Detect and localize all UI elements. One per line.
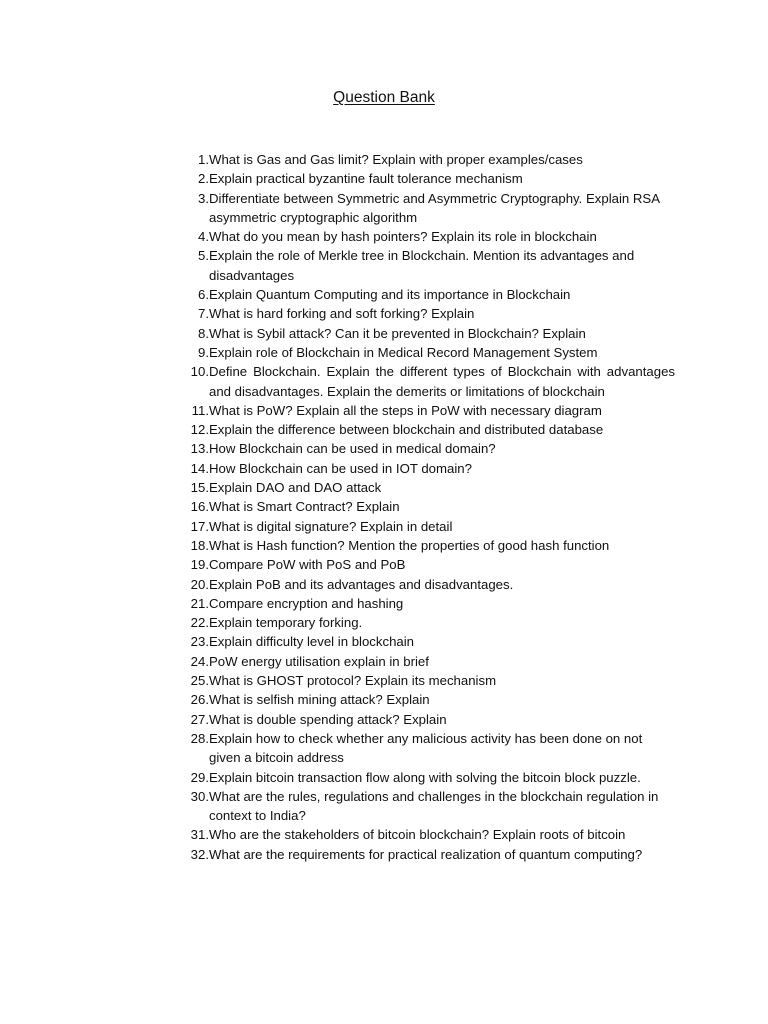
page-title (0, 88, 768, 108)
question-number: 9. (198, 344, 209, 360)
question-text: Explain the role of Merkle tree in Blockchain. Mention its advantages and disadvantages (209, 248, 635, 283)
question-text: PoW energy utilisation explain in brief (209, 653, 429, 669)
question-text: Compare PoW with PoS and PoB (209, 557, 406, 573)
question-item (168, 304, 675, 323)
question-item (168, 478, 675, 497)
question-text: What is Hash function? Mention the properties of good hash function (209, 537, 610, 553)
question-number: 31. (190, 827, 209, 843)
question-item (168, 845, 675, 864)
question-item (168, 690, 675, 709)
question-text: Explain difficulty level in blockchain (209, 634, 415, 650)
question-item (168, 613, 675, 632)
question-item (168, 497, 675, 516)
question-item (168, 324, 675, 343)
question-item (168, 401, 675, 420)
question-text: Explain bitcoin transaction flow along with solving the bitcoin block puzzle. (209, 769, 641, 785)
question-item (168, 575, 675, 594)
question-text: What is Smart Contract? Explain (209, 499, 400, 515)
question-number: 20. (190, 576, 209, 592)
question-text: Differentiate between Symmetric and Asymmetric Cryptography. Explain RSA asymmetric cryptographic algorithm (209, 190, 660, 225)
question-number: 19. (190, 557, 209, 573)
question-text: Explain the difference between blockchain and distributed database (209, 422, 604, 438)
question-text: Explain role of Blockchain in Medical Record Management System (209, 344, 598, 360)
question-number: 17. (190, 518, 209, 534)
question-item (168, 632, 675, 651)
question-item (168, 343, 675, 362)
question-item (168, 710, 675, 729)
question-text: What is PoW? Explain all the steps in PoW with necessary diagram (209, 402, 602, 418)
question-number: 15. (190, 480, 209, 496)
question-text: Explain PoB and its advantages and disadvantages. (209, 576, 514, 592)
question-number: 21. (190, 595, 209, 611)
question-text: What is digital signature? Explain in detail (209, 518, 453, 534)
question-text: What is selfish mining attack? Explain (209, 692, 430, 708)
question-number: 29. (190, 769, 209, 785)
question-text: What are the rules, regulations and challenges in the blockchain regulation in context to India? (209, 788, 659, 824)
question-number: 23. (190, 634, 209, 650)
question-text: What is hard forking and soft forking? Explain (209, 306, 475, 322)
question-number: 14. (190, 460, 209, 476)
question-item (168, 768, 675, 787)
question-item (168, 459, 675, 478)
question-text: What is Gas and Gas limit? Explain with proper examples/cases (209, 152, 583, 167)
question-text: Who are the stakeholders of bitcoin blockchain? Explain roots of bitcoin (209, 827, 626, 843)
question-text: Explain DAO and DAO attack (209, 480, 382, 496)
question-number: 13. (190, 441, 209, 457)
question-number: 3. (198, 190, 209, 206)
question-number: 6. (198, 287, 209, 303)
question-text: Compare encryption and hashing (209, 595, 404, 611)
page-title-text: Question Bank (333, 89, 435, 106)
question-item (168, 420, 675, 439)
question-number: 24. (190, 653, 209, 669)
question-item (168, 652, 675, 671)
question-item (168, 555, 675, 574)
question-item (168, 189, 675, 228)
question-item (168, 285, 675, 304)
question-text: What is GHOST protocol? Explain its mechanism (209, 673, 497, 689)
question-number: 18. (190, 537, 209, 553)
question-number: 11. (191, 402, 209, 418)
question-number: 1. (198, 152, 209, 167)
question-item (168, 362, 675, 401)
question-number: 25. (190, 673, 209, 689)
question-text: Explain practical byzantine fault tolerance mechanism (209, 171, 523, 187)
question-text: How Blockchain can be used in medical domain? (209, 441, 496, 457)
question-number: 22. (190, 615, 209, 631)
question-text: What is double spending attack? Explain (209, 711, 447, 727)
question-text: Explain Quantum Computing and its importance in Blockchain (209, 287, 571, 303)
question-text: Explain temporary forking. (209, 615, 363, 631)
question-number: 7. (198, 306, 209, 322)
question-number: 28. (190, 730, 209, 746)
question-number: 2. (198, 171, 209, 187)
question-number: 16. (190, 499, 209, 515)
question-item (168, 169, 675, 188)
question-item (168, 227, 675, 246)
question-number: 30. (190, 788, 209, 804)
question-text: Define Blockchain. Explain the different types of Blockchain with advantages and disadvantages. Explain the demerits or limitations of blockchain (209, 364, 675, 399)
question-list (168, 150, 675, 864)
question-item (168, 439, 675, 458)
question-item (168, 150, 675, 169)
question-text: What are the requirements for practical realization of quantum computing? (209, 846, 643, 862)
question-item (168, 594, 675, 613)
question-item (168, 825, 675, 844)
question-number: 8. (198, 325, 209, 341)
question-item (168, 787, 675, 826)
question-number: 27. (190, 711, 209, 727)
question-number: 26. (190, 692, 209, 708)
question-number: 10. (190, 364, 209, 380)
question-item (168, 729, 675, 768)
question-number: 5. (198, 248, 209, 264)
question-text: What is Sybil attack? Can it be prevented in Blockchain? Explain (209, 325, 586, 341)
question-item (168, 517, 675, 536)
question-item (168, 246, 675, 285)
question-number: 4. (198, 229, 209, 245)
question-text: How Blockchain can be used in IOT domain? (209, 460, 472, 476)
question-item (168, 671, 675, 690)
question-item (168, 536, 675, 555)
question-number: 12. (190, 422, 209, 438)
question-text: What do you mean by hash pointers? Explain its role in blockchain (209, 229, 597, 245)
question-text: Explain how to check whether any malicious activity has been done on not given a bitcoin address (209, 730, 643, 766)
question-number: 32. (190, 846, 209, 862)
